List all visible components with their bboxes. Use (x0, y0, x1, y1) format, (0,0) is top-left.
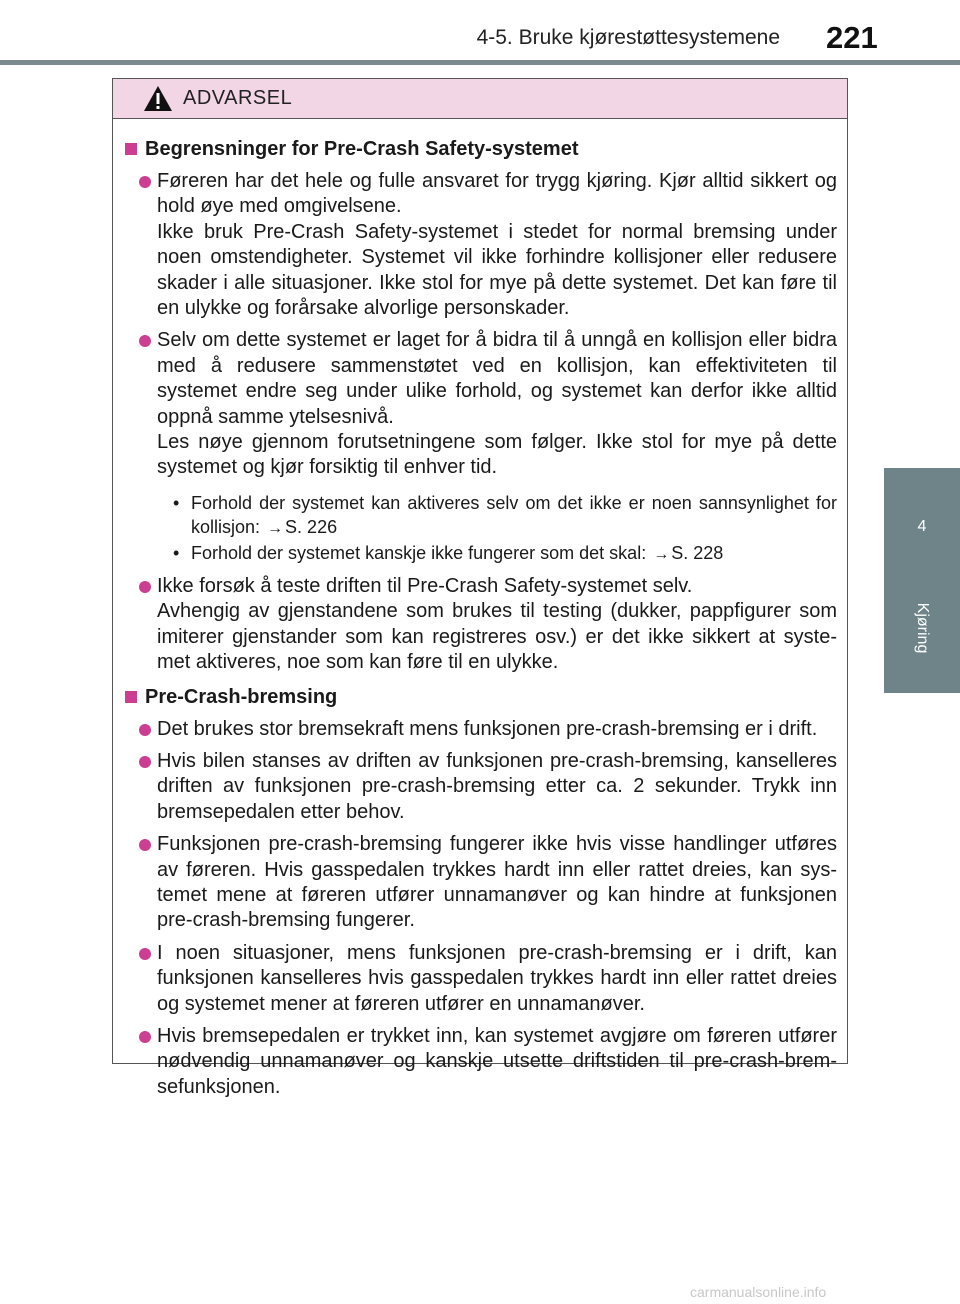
warning-label: ADVARSEL (183, 87, 293, 109)
paragraph: Det brukes stor bremsekraft mens funksjonen pre-crash-bremsing er i drift. (157, 717, 818, 740)
dot-bullet-icon (139, 839, 151, 851)
list-item (125, 1024, 837, 1100)
paragraph: Ikke bruk Pre-Crash Safety-systemet i stedet for normal bremsing under noen omstendigheter. Systemet vil ikke forhindre kollisjoner eller redusere skader i alle situasjoner. Ikke stol for mye på dette systemet. Det kan føre til en ulykke og forårsake alvorlige personskader. (157, 220, 837, 320)
header-rule (0, 60, 960, 65)
list-item (125, 169, 837, 321)
section-title: 4-5. Bruke kjørestøttesystemene (476, 26, 780, 49)
dot-bullet-icon (139, 948, 151, 960)
sub-item-text: Forhold der systemet kan aktiveres selv om det ikke er noen sannsynlighet for kollisjon: (191, 492, 837, 537)
warning-header (113, 79, 847, 119)
section-heading (125, 683, 837, 711)
list-item (125, 328, 837, 566)
paragraph: Hvis bremsepedalen er trykket inn, kan systemet avgjøre om føreren utfører nødvendig unnamanøver og kanskje utsette driftstiden til pre-crash-brem-sefunksjonen. (157, 1024, 837, 1098)
paragraph: Les nøye gjennom forutsetningene som følger. Ikke stol for mye på dette systemet og kjør forsiktig til enhver tid. (157, 431, 837, 479)
paragraph: Ikke forsøk å teste driften til Pre-Crash Safety-systemet selv. (157, 574, 693, 597)
sub-item-text: Forhold der systemet kanskje ikke fungerer som det skal: (191, 542, 647, 563)
sub-bullet-icon: • (173, 542, 180, 563)
paragraph: Avhengig av gjenstandene som brukes til testing (dukker, pappfigurer som imiterer gjenstander som kan registreres osv.) er det ikke sikkert at syste-met aktiveres, noe som kan føre til en ulykke. (157, 600, 837, 674)
page-reference-link[interactable]: S. 226 (285, 516, 338, 537)
list-item (125, 717, 837, 742)
dot-bullet-icon (139, 1031, 151, 1043)
square-bullet-icon (125, 691, 137, 703)
arrow-right-icon: → (267, 519, 284, 537)
chapter-tab-label: Kjøring (914, 602, 931, 654)
warning-body (113, 119, 847, 1100)
dot-bullet-icon (139, 581, 151, 593)
chapter-tab[interactable] (884, 468, 960, 693)
list-item (125, 749, 837, 825)
paragraph: Funksjonen pre-crash-bremsing fungerer ikke hvis visse handlinger utføres av føreren. Hvis gasspedalen trykkes hardt inn eller rattet dreies, kan sys-temet mene at føreren utfører unnamanøver og kan hindre at funksjonen pre-crash-bremsing fungerer. (157, 833, 837, 932)
dot-bullet-icon (139, 176, 151, 188)
arrow-right-icon: → (653, 545, 670, 563)
paragraph: Føreren har det hele og fulle ansvaret for trygg kjøring. Kjør alltid sikkert og hold øye med omgivelsene. (157, 170, 837, 218)
square-bullet-icon (125, 143, 137, 155)
paragraph: Hvis bilen stanses av driften av funksjonen pre-crash-bremsing, kanselleres driften av funksjonen pre-crash-bremsing etter ca. 2 sekunder. Trykk inn bremsepedalen etter behov. (157, 749, 837, 823)
list-item (125, 941, 837, 1017)
section-heading (125, 135, 837, 163)
sub-list-item (157, 541, 837, 567)
dot-bullet-icon (139, 756, 151, 768)
dot-bullet-icon (139, 335, 151, 347)
page-number: 221 (826, 20, 878, 55)
watermark-text: carmanualsonline.info (690, 1284, 827, 1300)
list-item (125, 832, 837, 934)
section-heading-text: Begrensninger for Pre-Crash Safety-systemet (145, 138, 579, 160)
list-item (125, 574, 837, 676)
sub-list (157, 491, 837, 567)
sub-bullet-icon: • (173, 492, 180, 513)
dot-bullet-icon (139, 724, 151, 736)
paragraph: I noen situasjoner, mens funksjonen pre-crash-bremsing er i drift, kan funksjonen kanselleres hvis gasspedalen trykkes hardt inn eller rattet dreies og systemet mener at føreren utfører en unnamanøver. (157, 941, 837, 1015)
sub-list-item (157, 491, 837, 541)
chapter-tab-number: 4 (917, 518, 927, 535)
page-reference-link[interactable]: S. 228 (671, 542, 724, 563)
section-heading-text: Pre-Crash-bremsing (145, 685, 338, 708)
warning-triangle-icon (143, 85, 173, 112)
paragraph: Selv om dette systemet er laget for å bidra til å unngå en kollisjon eller bidra med å redusere sammenstøtet ved en kollisjon, kan effektiviteten til systemet endre seg under ulike forhold, og systemet kan derfor ikke alltid oppnå samme ytelsesnivå. (157, 329, 837, 428)
warning-box (112, 78, 848, 1098)
